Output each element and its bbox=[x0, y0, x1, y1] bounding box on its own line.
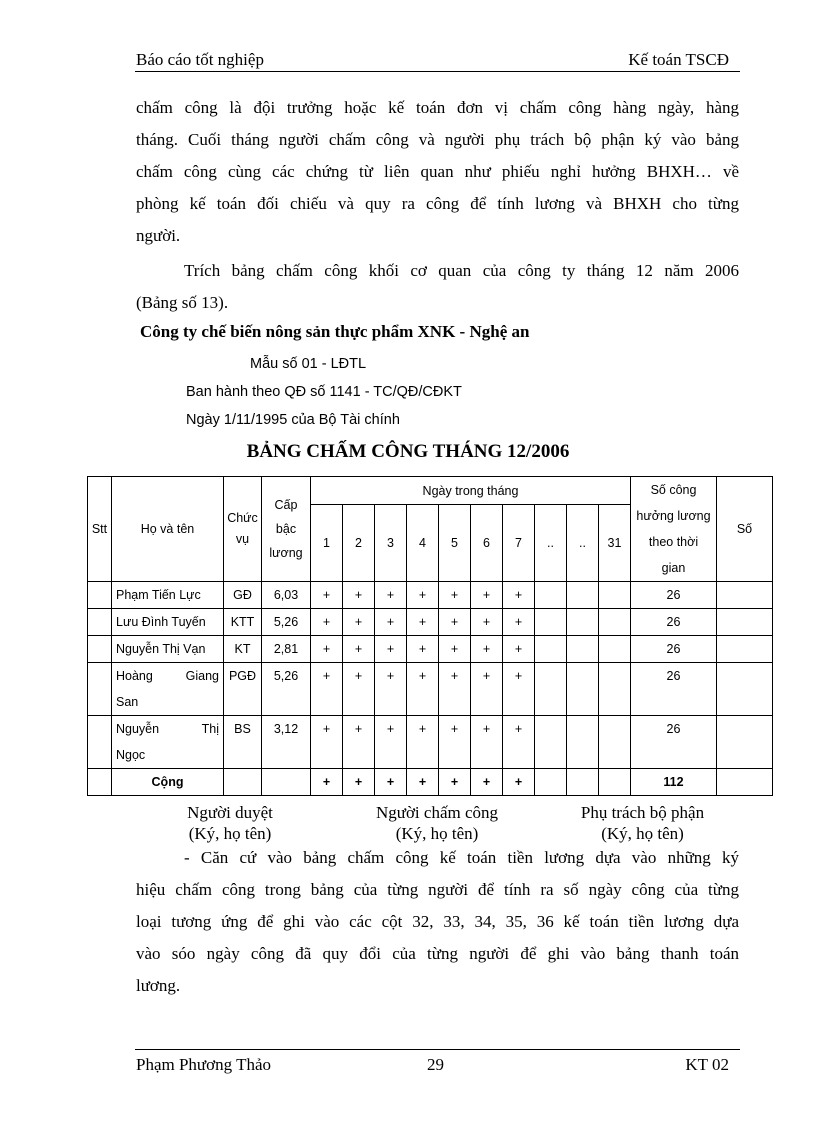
employee-workdays: 26 bbox=[631, 609, 717, 636]
page-number: 29 bbox=[427, 1055, 444, 1074]
employee-grade: 5,26 bbox=[262, 663, 311, 716]
header-days: Ngày trong tháng bbox=[311, 477, 631, 505]
day-mark: + bbox=[343, 663, 375, 716]
intro-line: chấm công cùng các chứng từ liên quan như phiếu nghỉ hưởng BHXH… về bbox=[136, 162, 739, 181]
day-mark: + bbox=[343, 769, 375, 796]
footer-author: Phạm Phương Thảo bbox=[136, 1055, 272, 1074]
day-mark: + bbox=[407, 582, 439, 609]
signature-approver: Người duyệt (Ký, họ tên) bbox=[187, 803, 273, 843]
day-mark: + bbox=[471, 716, 503, 769]
day-mark: + bbox=[407, 663, 439, 716]
day-label: 4 bbox=[407, 505, 439, 582]
day-mark: + bbox=[503, 716, 535, 769]
day-mark: + bbox=[375, 716, 407, 769]
closing-paragraph bbox=[136, 842, 739, 1002]
table-row bbox=[88, 663, 773, 716]
day-label: 6 bbox=[471, 505, 503, 582]
employee-workdays: 26 bbox=[631, 636, 717, 663]
excerpt-line: Trích bảng chấm công khối cơ quan của công ty tháng 12 năm 2006 bbox=[184, 261, 739, 280]
form-issued: Ban hành theo QĐ số 1141 - TC/QĐ/CĐKT bbox=[186, 384, 462, 400]
employee-workdays: 26 bbox=[631, 663, 717, 716]
day-mark: + bbox=[343, 636, 375, 663]
closing-line: loại tương ứng để ghi vào các cột 32, 33, 34, 35, 36 kế toán tiền lương dựa bbox=[136, 912, 739, 931]
header-left: Báo cáo tốt nghiệp bbox=[136, 50, 264, 69]
day-mark: + bbox=[311, 636, 343, 663]
day-mark: + bbox=[375, 609, 407, 636]
day-label: 2 bbox=[343, 505, 375, 582]
day-mark: + bbox=[343, 609, 375, 636]
employee-position: KT bbox=[224, 636, 262, 663]
header-stt: Stt bbox=[88, 477, 112, 582]
excerpt-paragraph bbox=[136, 255, 739, 319]
closing-line: vào sóo ngày công đã quy đổi của từng người để ghi vào bảng thanh toán bbox=[136, 944, 739, 963]
footer-class: KT 02 bbox=[685, 1055, 729, 1074]
day-mark: + bbox=[375, 636, 407, 663]
table-row bbox=[88, 609, 773, 636]
table-row bbox=[88, 716, 773, 769]
day-mark: + bbox=[471, 609, 503, 636]
day-mark: + bbox=[343, 582, 375, 609]
day-mark: + bbox=[375, 663, 407, 716]
closing-line: - Căn cứ vào bảng chấm công kế toán tiền lương dựa vào những ký bbox=[184, 848, 739, 867]
day-mark: + bbox=[343, 716, 375, 769]
total-row bbox=[88, 769, 773, 796]
form-date: Ngày 1/11/1995 của Bộ Tài chính bbox=[186, 412, 400, 428]
header-right: Kế toán TSCĐ bbox=[628, 50, 729, 69]
day-mark: + bbox=[407, 609, 439, 636]
total-label: Cộng bbox=[112, 769, 224, 796]
day-label: .. bbox=[535, 505, 567, 582]
employee-position: PGĐ bbox=[224, 663, 262, 716]
day-label: 31 bbox=[599, 505, 631, 582]
employee-name: Hoàng Giang San bbox=[112, 663, 224, 716]
intro-line: chấm công là đội trưởng hoặc kế toán đơn vị chấm công hàng ngày, hàng bbox=[136, 98, 739, 117]
day-mark: + bbox=[471, 636, 503, 663]
day-mark: + bbox=[439, 609, 471, 636]
day-label: 5 bbox=[439, 505, 471, 582]
table-row bbox=[88, 582, 773, 609]
total-workdays: 112 bbox=[631, 769, 717, 796]
attendance-table bbox=[87, 476, 773, 796]
form-code: Mẫu số 01 - LĐTL bbox=[250, 356, 367, 372]
day-mark: + bbox=[439, 636, 471, 663]
day-mark: + bbox=[471, 582, 503, 609]
day-mark: + bbox=[503, 582, 535, 609]
employee-position: GĐ bbox=[224, 582, 262, 609]
header-last: Số bbox=[717, 477, 773, 582]
day-mark: + bbox=[407, 716, 439, 769]
day-mark: + bbox=[503, 636, 535, 663]
day-mark: + bbox=[503, 609, 535, 636]
excerpt-line: (Bảng số 13). bbox=[136, 293, 229, 312]
employee-name: Nguyễn Thị Ngọc bbox=[112, 716, 224, 769]
day-mark: + bbox=[439, 663, 471, 716]
intro-paragraph bbox=[136, 92, 739, 252]
day-mark: + bbox=[311, 716, 343, 769]
table-row bbox=[88, 636, 773, 663]
day-mark: + bbox=[375, 769, 407, 796]
footer-rule bbox=[135, 1049, 740, 1050]
header-rule bbox=[135, 71, 740, 72]
day-mark: + bbox=[439, 716, 471, 769]
day-mark: + bbox=[471, 663, 503, 716]
day-mark: + bbox=[439, 769, 471, 796]
day-mark: + bbox=[311, 663, 343, 716]
employee-workdays: 26 bbox=[631, 716, 717, 769]
day-label: .. bbox=[567, 505, 599, 582]
day-mark: + bbox=[311, 582, 343, 609]
day-mark: + bbox=[503, 663, 535, 716]
intro-line: phòng kế toán đối chiếu và quy ra công để tính lương và BHXH cho từng bbox=[136, 194, 739, 213]
table-title: BẢNG CHẤM CÔNG THÁNG 12/2006 bbox=[246, 441, 570, 462]
header-position: Chức vụ bbox=[224, 477, 262, 582]
employee-position: KTT bbox=[224, 609, 262, 636]
employee-grade: 2,81 bbox=[262, 636, 311, 663]
closing-line: hiệu chấm công trong bảng của từng người để tính ra số ngày công của từng bbox=[136, 880, 739, 899]
header-name: Họ và tên bbox=[112, 477, 224, 582]
signature-department-head: Phụ trách bộ phận (Ký, họ tên) bbox=[580, 803, 705, 843]
employee-name: Phạm Tiến Lực bbox=[112, 582, 224, 609]
employee-name: Lưu Đình Tuyến bbox=[112, 609, 224, 636]
intro-line: người. bbox=[136, 226, 181, 245]
employee-grade: 3,12 bbox=[262, 716, 311, 769]
signature-timekeeper: Người chấm công (Ký, họ tên) bbox=[375, 803, 499, 843]
employee-position: BS bbox=[224, 716, 262, 769]
employee-grade: 6,03 bbox=[262, 582, 311, 609]
day-mark: + bbox=[311, 609, 343, 636]
day-label: 1 bbox=[311, 505, 343, 582]
header-grade: Cấp bậc lương bbox=[262, 477, 311, 582]
day-mark: + bbox=[311, 769, 343, 796]
employee-workdays: 26 bbox=[631, 582, 717, 609]
day-label: 3 bbox=[375, 505, 407, 582]
day-mark: + bbox=[471, 769, 503, 796]
day-mark: + bbox=[439, 582, 471, 609]
header-workdays: Số công hưởng lương theo thời gian bbox=[631, 477, 717, 582]
day-mark: + bbox=[503, 769, 535, 796]
intro-line: tháng. Cuối tháng người chấm công và người phụ trách bộ phận ký vào bảng bbox=[136, 130, 739, 149]
day-mark: + bbox=[407, 636, 439, 663]
employee-grade: 5,26 bbox=[262, 609, 311, 636]
employee-name: Nguyễn Thị Vạn bbox=[112, 636, 224, 663]
day-mark: + bbox=[375, 582, 407, 609]
day-label: 7 bbox=[503, 505, 535, 582]
closing-line: lương. bbox=[136, 976, 181, 995]
day-mark: + bbox=[407, 769, 439, 796]
company-name: Công ty chế biến nông sản thực phẩm XNK - Nghệ an bbox=[140, 322, 530, 341]
